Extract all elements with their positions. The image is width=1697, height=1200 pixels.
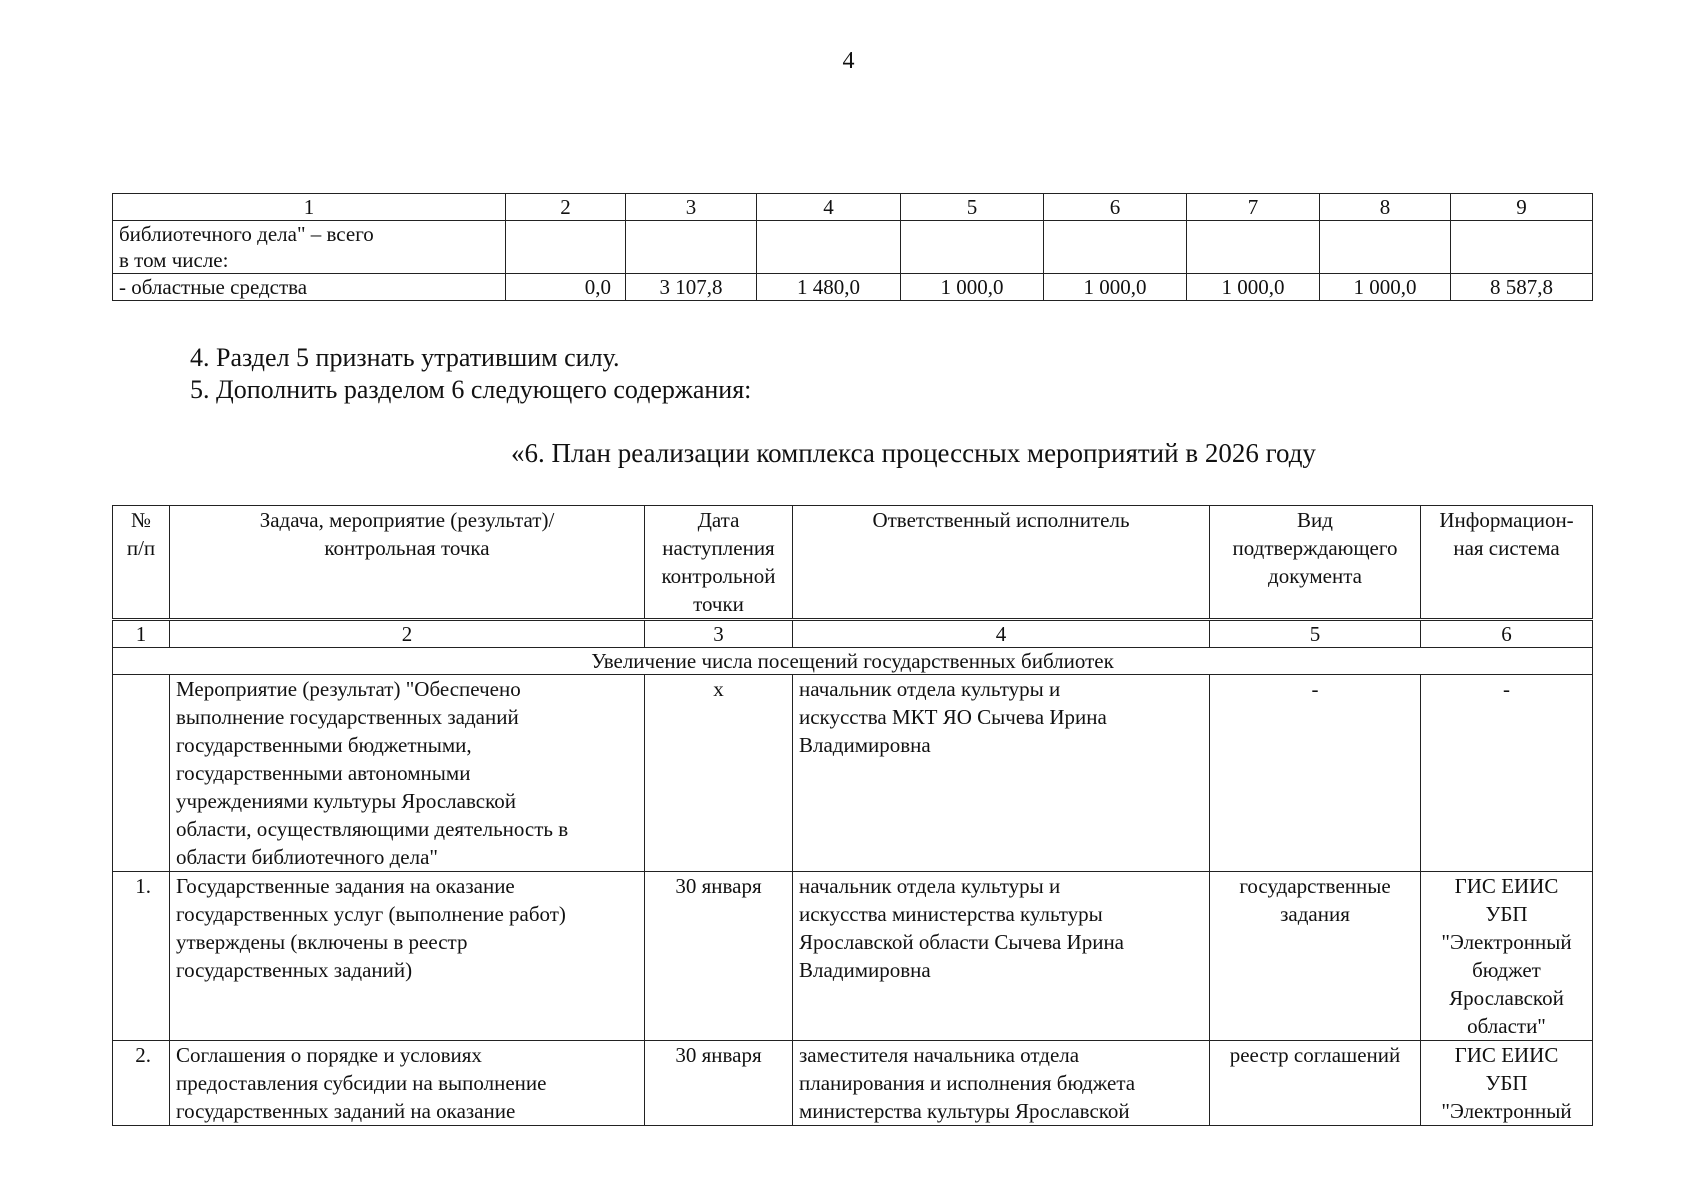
executor-line: искусства министерства культуры	[799, 902, 1103, 926]
task-cell	[170, 675, 645, 872]
system-cell	[1421, 1041, 1593, 1126]
value-cell: 1 000,0	[1044, 274, 1187, 301]
empty-cell	[506, 221, 626, 274]
row-number: 2.	[113, 1041, 170, 1126]
index-cell: 2	[170, 620, 645, 648]
empty-cell	[757, 221, 901, 274]
system-line: -	[1503, 677, 1510, 701]
executor-line: Владимировна	[799, 733, 931, 757]
value-cell: 0,0	[506, 274, 626, 301]
header-line: точки	[693, 592, 744, 616]
header-line: Вид	[1297, 508, 1333, 532]
header-line: документа	[1268, 564, 1362, 588]
group-title: Увеличение числа посещений государственных библиотек	[113, 648, 1593, 675]
document-cell	[1210, 675, 1421, 872]
task-line: области библиотечного дела"	[176, 845, 438, 869]
table-row	[113, 1041, 1593, 1126]
header-line: контрольная точка	[324, 536, 490, 560]
system-line: ГИС ЕИИС	[1454, 1043, 1559, 1067]
header-line: Дата	[697, 508, 740, 532]
executor-line: министерства культуры Ярославской	[799, 1099, 1130, 1123]
executor-cell	[793, 1041, 1210, 1126]
task-line: предоставления субсидии на выполнение	[176, 1071, 547, 1095]
document-line: задания	[1280, 902, 1350, 926]
empty-cell	[1187, 221, 1320, 274]
document-cell	[1210, 872, 1421, 1041]
value-cell: 8 587,8	[1451, 274, 1593, 301]
plan-header-row	[113, 506, 1593, 620]
document-cell	[1210, 1041, 1421, 1126]
header-executor: Ответственный исполнитель	[793, 506, 1210, 620]
row-label-line: в том числе:	[119, 248, 229, 272]
date-cell: х	[645, 675, 793, 872]
header-line: ная система	[1453, 536, 1560, 560]
row-label: - областные средства	[113, 274, 506, 301]
index-cell: 5	[1210, 620, 1421, 648]
system-line: бюджет	[1472, 958, 1541, 982]
section-title: «6. План реализации комплекса процессных мероприятий в 2026 году	[511, 438, 1316, 468]
header-cell: 9	[1451, 194, 1593, 221]
row-number: 1.	[113, 872, 170, 1041]
document-line: государственные	[1239, 874, 1391, 898]
group-row	[113, 648, 1593, 675]
system-line: области"	[1467, 1014, 1546, 1038]
header-line: контрольной	[661, 564, 776, 588]
column-index-row	[113, 620, 1593, 648]
financing-table	[112, 193, 1593, 301]
task-line: Соглашения о порядке и условиях	[176, 1043, 482, 1067]
row-number	[113, 675, 170, 872]
value-cell: 1 000,0	[1320, 274, 1451, 301]
executor-line: начальник отдела культуры и	[799, 874, 1061, 898]
row-label	[113, 221, 506, 274]
header-cell: 8	[1320, 194, 1451, 221]
index-cell: 3	[645, 620, 793, 648]
header-cell: 4	[757, 194, 901, 221]
empty-cell	[1451, 221, 1593, 274]
header-line: Задача, мероприятие (результат)/	[259, 508, 555, 532]
table-row	[113, 221, 1593, 274]
date-cell: 30 января	[645, 1041, 793, 1126]
header-cell: 1	[113, 194, 506, 221]
paragraph-4: 4. Раздел 5 признать утратившим силу.	[190, 343, 620, 372]
header-line: №	[130, 508, 152, 532]
executor-cell	[793, 872, 1210, 1041]
financing-header-row	[113, 194, 1593, 221]
value-cell: 1 480,0	[757, 274, 901, 301]
header-system	[1421, 506, 1593, 620]
header-document	[1210, 506, 1421, 620]
header-line: Информацион-	[1439, 508, 1574, 532]
document-line: -	[1311, 677, 1319, 701]
system-cell	[1421, 675, 1593, 872]
document-line: реестр соглашений	[1229, 1043, 1401, 1067]
date-cell: 30 января	[645, 872, 793, 1041]
task-line: области, осуществляющими деятельность в	[176, 817, 569, 841]
system-line: "Электронный	[1441, 930, 1572, 954]
header-line: п/п	[126, 536, 156, 560]
empty-cell	[1320, 221, 1451, 274]
system-line: Ярославской	[1449, 986, 1564, 1010]
index-cell: 4	[793, 620, 1210, 648]
executor-line: Ярославской области Сычева Ирина	[799, 930, 1125, 954]
system-cell	[1421, 872, 1593, 1041]
table-row	[113, 274, 1593, 301]
header-date	[645, 506, 793, 620]
task-line: выполнение государственных заданий	[176, 705, 519, 729]
header-cell: 5	[901, 194, 1044, 221]
page-number: 4	[842, 48, 855, 74]
table-row	[113, 872, 1593, 1041]
task-cell	[170, 872, 645, 1041]
task-line: государственных заданий на оказание	[176, 1099, 516, 1123]
header-line: наступления	[662, 536, 775, 560]
table-row	[113, 675, 1593, 872]
empty-cell	[901, 221, 1044, 274]
index-cell: 6	[1421, 620, 1593, 648]
system-line: УБП	[1485, 902, 1528, 926]
empty-cell	[626, 221, 757, 274]
index-cell: 1	[113, 620, 170, 648]
task-line: государственными бюджетными,	[176, 733, 472, 757]
empty-cell	[1044, 221, 1187, 274]
task-cell	[170, 1041, 645, 1126]
header-number	[113, 506, 170, 620]
plan-table	[112, 505, 1593, 1126]
executor-line: Владимировна	[799, 958, 931, 982]
header-task	[170, 506, 645, 620]
executor-line: заместителя начальника отдела	[799, 1043, 1080, 1067]
task-line: государственными автономными	[176, 761, 471, 785]
executor-line: искусства МКТ ЯО Сычева Ирина	[799, 705, 1107, 729]
value-cell: 1 000,0	[1187, 274, 1320, 301]
task-line: государственных заданий)	[176, 958, 413, 982]
row-label-line: библиотечного дела" – всего	[119, 222, 374, 246]
task-line: государственных услуг (выполнение работ)	[176, 902, 566, 926]
system-line: УБП	[1485, 1071, 1528, 1095]
header-cell: 2	[506, 194, 626, 221]
value-cell: 3 107,8	[626, 274, 757, 301]
task-line: Мероприятие (результат) "Обеспечено	[176, 677, 521, 701]
executor-line: начальник отдела культуры и	[799, 677, 1061, 701]
executor-cell	[793, 675, 1210, 872]
task-line: учреждениями культуры Ярославской	[176, 789, 516, 813]
value-cell: 1 000,0	[901, 274, 1044, 301]
header-cell: 6	[1044, 194, 1187, 221]
header-cell: 7	[1187, 194, 1320, 221]
task-line: Государственные задания на оказание	[176, 874, 515, 898]
paragraph-5: 5. Дополнить разделом 6 следующего содержания:	[190, 375, 752, 404]
task-line: утверждены (включены в реестр	[176, 930, 468, 954]
header-line: подтверждающего	[1232, 536, 1398, 560]
executor-line: планирования и исполнения бюджета	[799, 1071, 1136, 1095]
system-line: "Электронный	[1441, 1099, 1572, 1123]
header-cell: 3	[626, 194, 757, 221]
system-line: ГИС ЕИИС	[1454, 874, 1559, 898]
